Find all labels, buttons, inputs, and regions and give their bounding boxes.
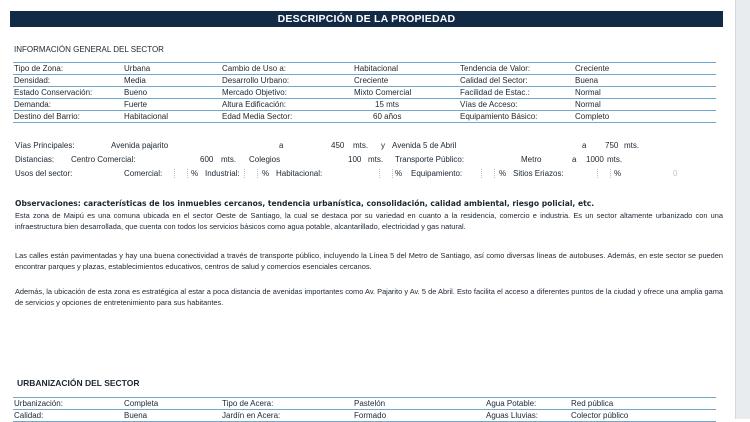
cell-label: Urbanización: [13, 398, 123, 410]
usos-equipamiento-pct: % [499, 169, 507, 178]
info-section-title: INFORMACIÓN GENERAL DEL SECTOR [14, 45, 164, 54]
via1-a: a [279, 141, 284, 150]
cell-label: Demanda: [13, 99, 123, 111]
via2-a: a [582, 141, 587, 150]
via2-distance: 750 [605, 141, 619, 150]
cell-label: Tipo de Zona: [13, 63, 123, 75]
distancias-label: Distancias: [15, 155, 55, 164]
cell-value: Buena [574, 75, 716, 87]
section-banner: DESCRIPCIÓN DE LA PROPIEDAD [10, 11, 723, 27]
cell-value: Mixto Comercial [353, 87, 459, 99]
paragraph: Las calles están pavimentadas y hay una buena conectividad a través de transporte público, incluyendo la Línea 5 del Metro de Santiago, así como diversas líneas de autobuses. Además, en este sector se pueden encontrar parques y plazas, establecimientos educativos, centros de salud y comercios esenciales cercanos. [15, 251, 723, 271]
cell-label: Cambio de Uso a: [221, 63, 353, 75]
table-row [13, 398, 716, 410]
cell-label: Equipamiento Básico: [459, 111, 574, 123]
cell-value: 60 años [353, 111, 459, 123]
centro-unit: mts. [221, 155, 237, 164]
via2-value: Avenida 5 de Abril [392, 141, 457, 150]
cell-value: Habitacional [123, 111, 221, 123]
usos-comercial-pct: % [191, 169, 199, 178]
cell-value: Normal [574, 87, 716, 99]
cell-value: Habitacional [353, 63, 459, 75]
cell-value: Urbana [123, 63, 221, 75]
paragraph: Esta zona de Maipú es una comuna ubicada en el sector Oeste de Santiago, la cual se destaca por su variedad en cuanto a la residencia, comercio e industria. Es un sector altamente urbanizado con una infraestructura bien desarrollada, que cuenta con todos los servicios básicos como agua potable, alcantarillado, electricidad y gas natural. [15, 211, 723, 231]
cell-label: Calidad del Sector: [459, 75, 574, 87]
usos-total: 0 [673, 169, 678, 178]
usos-eriazos-pct: % [614, 169, 622, 178]
cell-label: Desarrollo Urbano: [221, 75, 353, 87]
transporte-label: Transporte Público: [395, 155, 465, 164]
colegios-unit: mts. [368, 155, 384, 164]
transporte-value: Metro [521, 155, 542, 164]
cell-value: Red pública [570, 398, 716, 410]
info-table [13, 62, 716, 123]
usos-eriazos-input[interactable] [597, 169, 611, 179]
usos-industrial-input[interactable] [244, 169, 258, 179]
cell-label: Facilidad de Estac.: [459, 87, 574, 99]
cell-label: Agua Potable: [485, 398, 570, 410]
cell-value: Bueno [123, 87, 221, 99]
usos-industrial-label: Industrial: [205, 169, 240, 178]
cell-value: Fuerte [123, 99, 221, 111]
distancias-line [15, 155, 715, 165]
usos-industrial-pct: % [262, 169, 270, 178]
urb-section-title: URBANIZACIÓN DEL SECTOR [17, 378, 140, 388]
urb-table [13, 397, 716, 422]
cell-value: Creciente [574, 63, 716, 75]
cell-value: Formado [353, 410, 485, 422]
cell-value: Pastelón [353, 398, 485, 410]
usos-habitacional-input[interactable] [379, 169, 393, 179]
centro-label: Centro Comercial: [71, 155, 136, 164]
usos-comercial-input[interactable] [174, 169, 188, 179]
via-y: y [381, 141, 385, 150]
table-row [13, 410, 716, 422]
usos-eriazos-label: Sitios Eriazos: [513, 169, 564, 178]
via2-unit: mts. [624, 141, 640, 150]
cell-label: Tendencia de Valor: [459, 63, 574, 75]
table-row [13, 111, 716, 123]
cell-label: Vías de Acceso: [459, 99, 574, 111]
cell-value: Colector público [570, 410, 716, 422]
table-row [13, 63, 716, 75]
centro-value: 600 [200, 155, 214, 164]
usos-line [15, 169, 715, 179]
paragraph: Además, la ubicación de esta zona es estratégica al estar a poca distancia de avenidas importantes como Av. Pajarito y Av. 5 de Abril. Esto facilita el acceso a diferentes puntos de la ciudad y ofrece una amplia gama de servicios y opciones de entretenimiento para sus habitantes. [15, 287, 723, 307]
cell-value: 15 mts [353, 99, 459, 111]
cell-label: Tipo de Acera: [221, 398, 353, 410]
table-row [13, 87, 716, 99]
cell-label: Estado Conservación: [13, 87, 123, 99]
cell-label: Calidad: [13, 410, 123, 422]
transporte-unit: mts. [607, 155, 623, 164]
colegios-label: Colegios [249, 155, 281, 164]
via1-value: Avenida pajarito [111, 141, 169, 150]
vias-line [15, 141, 715, 151]
cell-label: Destino del Barrio: [13, 111, 123, 123]
via1-unit: mts. [353, 141, 369, 150]
usos-equipamiento-label: Equipamiento: [411, 169, 463, 178]
cell-label: Mercado Objetivo: [221, 87, 353, 99]
table-row [13, 75, 716, 87]
cell-value: Buena [123, 410, 221, 422]
colegios-value: 100 [348, 155, 362, 164]
cell-label: Edad Media Sector: [221, 111, 353, 123]
usos-label: Usos del sector: [15, 169, 73, 178]
cell-value: Normal [574, 99, 716, 111]
vertical-scrollbar[interactable] [735, 0, 750, 419]
cell-label: Densidad: [13, 75, 123, 87]
observaciones-title: Observaciones: características de los inmuebles cercanos, tendencia urbanística, consolidación, calidad ambiental, riesgo policial, etc. [15, 199, 595, 208]
cell-value: Completo [574, 111, 716, 123]
cell-label: Aguas Lluvias: [485, 410, 570, 422]
usos-habitacional-pct: % [395, 169, 403, 178]
via1-distance: 450 [331, 141, 345, 150]
cell-value: Completa [123, 398, 221, 410]
cell-value: Creciente [353, 75, 459, 87]
usos-habitacional-label: Habitacional: [276, 169, 323, 178]
vias-label: Vías Principales: [15, 141, 75, 150]
cell-value: Media [123, 75, 221, 87]
transporte-a: a [572, 155, 577, 164]
table-row [13, 99, 716, 111]
usos-equipamiento-input[interactable] [481, 169, 495, 179]
transporte-distance: 1000 [586, 155, 604, 164]
usos-comercial-label: Comercial: [124, 169, 163, 178]
cell-label: Jardín en Acera: [221, 410, 353, 422]
cell-label: Altura Edificación: [221, 99, 353, 111]
